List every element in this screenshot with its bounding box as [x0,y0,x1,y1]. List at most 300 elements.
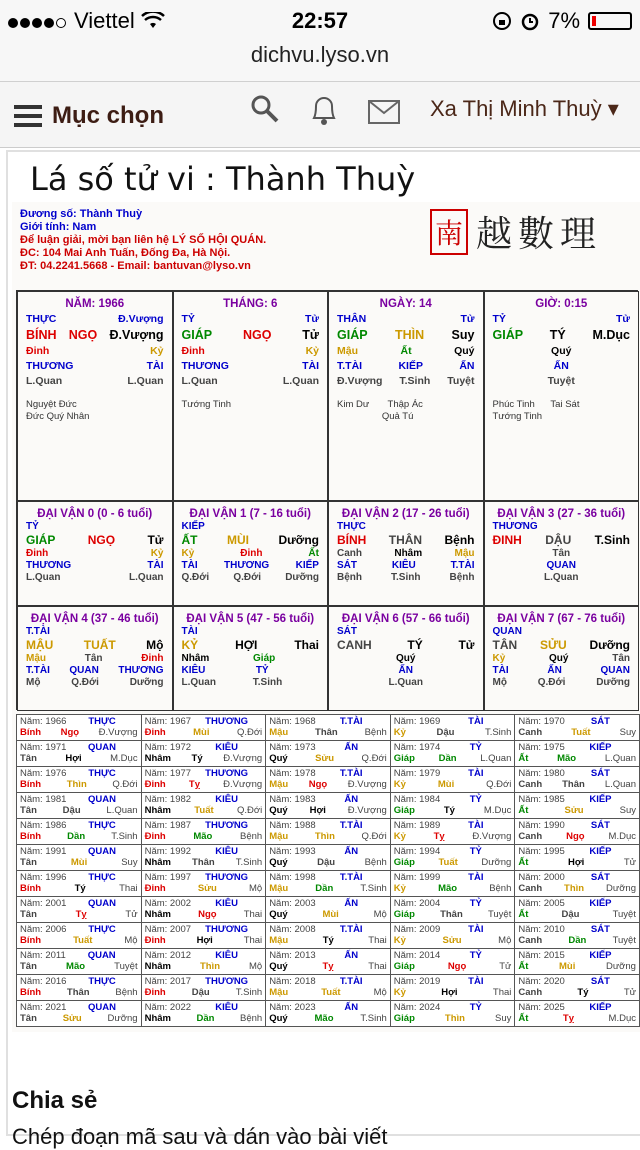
battery-icon [588,12,632,30]
cell-value: Quý [549,653,569,664]
year-label: Năm: 1994 [393,846,441,857]
year-cell [515,871,640,897]
year-phase: Tuyệt [487,909,512,920]
dai-van-title: ĐẠI VẬN 1 (7 - 16 tuổi) [189,508,311,520]
cell-value: Mậu [454,548,475,559]
year-cell [141,741,266,767]
year-stem: Quý [269,805,288,816]
cell-value: T.Sinh [252,677,283,688]
year-label: Năm: 2013 [269,950,316,961]
year-cell [390,949,515,975]
year-cell [515,975,640,1001]
url-bar[interactable]: dichvu.lyso.vn [0,42,640,82]
year-stem: Kỷ [393,779,406,790]
year-cell [141,715,266,741]
cell-value: Tuyệt [447,375,475,387]
cell-row [18,345,172,357]
year-label: Năm: 1998 [269,872,316,883]
cell-value: Mậu [26,653,46,664]
year-label: Năm: 1985 [518,794,565,805]
year-cell [266,871,391,897]
cell-row [485,572,639,583]
table-row [17,949,640,975]
year-phase: T.Sinh [360,883,387,894]
year-stem: Đinh [144,987,166,998]
year-label: Năm: 2010 [518,924,565,935]
mail-icon[interactable] [368,100,400,124]
search-icon[interactable] [250,94,280,124]
year-cell [515,741,640,767]
year-stem: Mậu [269,779,289,790]
year-stem: Bính [20,779,42,790]
year-stem: Giáp [393,961,415,972]
year-phase: Dưỡng [605,883,636,894]
cell-value: ẤN [459,360,475,372]
cell-value: Đinh [240,548,263,559]
cell-value: Đinh [181,345,205,357]
year-god: TÀI [468,768,484,779]
cell-value: THƯƠNG [118,665,164,676]
year-phase: Dưỡng [107,1013,138,1024]
year-branch: Thìn [66,779,87,790]
year-label: Năm: 2015 [518,950,565,961]
year-cell [266,897,391,923]
year-god: ẤN [344,742,359,753]
year-phase: L.Quan [604,753,636,764]
year-label: Năm: 1993 [269,846,316,857]
horoscope-chart [12,202,640,1032]
year-label: Năm: 1972 [144,742,192,753]
year-cell [390,767,515,793]
dai-van-cell [173,606,329,711]
year-god: ẤN [344,898,359,909]
year-phase: T.Sinh [111,831,138,842]
year-phase: Thai [119,883,138,894]
table-row [17,871,640,897]
year-phase: Q.Đới [236,727,263,738]
cell-value: Kỷ [181,548,195,559]
year-branch: Tỵ [433,831,445,842]
year-branch: Tý [74,883,86,894]
year-phase: Tuyệt [114,961,138,972]
year-branch: Sửu [564,805,584,816]
cell-value: Mộ [492,677,507,688]
year-label: Năm: 1987 [144,820,192,831]
year-label: Năm: 2006 [20,924,67,935]
year-branch: Tỵ [75,909,87,920]
year-label: Năm: 1977 [144,768,192,779]
year-branch: Mão [314,1013,334,1024]
cell-value: TÀI [492,665,509,676]
year-label: Năm: 2022 [144,1002,192,1013]
year-branch: Mão [193,831,213,842]
year-stem: Đinh [144,779,166,790]
year-stem: Quý [269,961,288,972]
year-phase: Mộ [498,935,512,946]
year-branch: Tỵ [322,961,334,972]
dai-van-cell [328,501,484,606]
year-phase: L.Quan [604,779,636,790]
year-label: Năm: 1991 [20,846,67,857]
year-label: Năm: 1971 [20,742,67,753]
cell-row [174,533,328,547]
cell-value: BÍNH [337,533,367,547]
year-branch: Mão [438,883,458,894]
year-phase: Mộ [124,935,138,946]
year-label: Năm: 1969 [393,716,441,727]
year-god: T.TÀI [339,768,363,779]
year-stem: Nhâm [144,805,171,816]
year-phase: Mộ [248,883,263,894]
year-god: KIÊU [215,742,238,753]
cell-value: Mộ [146,638,164,652]
year-branch: Mùi [193,727,210,738]
share-instructions: Chép đoạn mã sau và dán vào bài viết [12,1124,388,1149]
cell-row [485,665,639,676]
cell-value: NGỌ [242,328,272,342]
year-phase: Suy [619,727,636,738]
year-stem: Tân [20,857,37,868]
year-phase: Dưỡng [481,857,512,868]
year-stem: Mậu [269,727,289,738]
year-god: THƯƠNG [205,976,249,987]
year-phase: Thai [368,935,387,946]
cell-row [174,375,328,387]
cell-value: KIÊU [181,665,206,676]
year-label: Năm: 2005 [518,898,565,909]
year-cell [141,949,266,975]
year-cell [17,923,142,949]
dai-van-title: ĐẠI VẬN 4 (37 - 46 tuổi) [30,613,159,625]
year-phase: Mộ [248,961,263,972]
year-branch: Hợi [65,753,82,764]
year-god: THỰC [88,924,116,935]
year-cell [17,975,142,1001]
cell-row [18,533,172,547]
cell-value: Thai [294,638,319,652]
year-phase: Thai [243,909,263,920]
year-god: SÁT [590,976,610,987]
year-stem: Mậu [269,987,289,998]
year-cell [266,1001,391,1027]
year-god: TÀI [468,716,484,727]
year-label: Năm: 1973 [269,742,316,753]
cell-value: ẤN [398,665,413,676]
year-label: Năm: 1995 [518,846,565,857]
rotation-lock-icon [492,11,512,31]
cell-value: Bệnh [449,572,475,583]
cell-value: L.Quan [181,677,216,688]
yearly-luck-table [16,714,640,1027]
cell-value: THƯƠNG [26,560,72,571]
year-god: TÀI [468,820,484,831]
year-god: T.TÀI [339,716,363,727]
year-cell [17,1001,142,1027]
year-stem: Quý [269,857,288,868]
cell-row [18,548,172,559]
year-branch: Sửu [62,1013,82,1024]
year-cell [390,819,515,845]
year-stem: Nhâm [144,857,171,868]
cell-value: L.Quan [282,375,319,387]
year-stem: Kỷ [393,935,406,946]
pillar-stars: Phúc Tinh Tai Sát Tướng Tinh [492,399,580,422]
cell-row [174,572,328,583]
year-label: Năm: 1976 [20,768,67,779]
year-god: TÀI [468,872,484,883]
dai-van-god: SÁT [337,626,357,637]
year-branch: Thìn [444,1013,465,1024]
year-phase: Bệnh [364,857,387,868]
year-stem: Ất [518,805,529,816]
cell-value: BÍNH [26,328,57,342]
cell-value: Đ.Vượng [118,313,164,325]
year-cell [266,741,391,767]
year-stem: Đinh [144,883,166,894]
cell-value: TÀI [147,560,164,571]
cell-value: GIÁP [492,328,524,342]
year-branch: Tuất [321,987,341,998]
year-label: Năm: 2007 [144,924,192,935]
pillar-title: GIỜ: 0:15 [535,298,588,310]
year-branch: Thân [315,727,338,738]
year-god: T.TÀI [339,872,363,883]
share-heading: Chia sẻ [12,1087,98,1114]
year-god: T.TÀI [339,976,363,987]
cell-row [174,653,328,664]
cell-value: KIẾP [295,560,319,571]
table-row [17,1001,640,1027]
year-stem: Tân [20,961,37,972]
year-branch: Thìn [314,831,335,842]
year-god: SÁT [590,872,610,883]
cell-value: Nhâm [181,653,210,664]
year-phase: Tử [499,961,512,972]
table-row [17,897,640,923]
year-god: THƯƠNG [205,924,249,935]
cell-value: Mộ [26,677,41,688]
year-stem: Bính [20,935,42,946]
year-cell [17,871,142,897]
year-cell [390,793,515,819]
user-menu[interactable]: Xa Thị Minh Thuỳ ▾ [430,96,619,121]
year-god: ẤN [344,794,359,805]
dai-van-god: KIẾP [181,521,205,532]
year-label: Năm: 2025 [518,1002,565,1013]
year-branch: Dậu [436,727,455,738]
cell-value: SỬU [540,638,567,652]
year-phase: T.Sinh [235,987,263,998]
year-branch: Mùi [559,961,576,972]
cell-value: SÁT [337,560,357,571]
cell-value: KIÊU [391,560,416,571]
year-phase: T.Sinh [235,857,263,868]
year-branch: Ngọ [60,727,80,738]
table-row [17,767,640,793]
year-phase: Đ.Vượng [347,805,387,816]
year-god: SÁT [590,716,610,727]
year-label: Năm: 1990 [518,820,565,831]
year-branch: Tý [577,987,589,998]
year-phase: Dưỡng [605,961,636,972]
year-cell [141,845,266,871]
cell-row [485,328,639,342]
year-stem: Tân [20,1013,37,1024]
cell-value: Dưỡng [278,533,319,547]
year-god: QUAN [87,950,116,961]
year-cell [17,793,142,819]
year-branch: Dần [67,831,86,842]
year-cell [390,871,515,897]
cell-value: Dưỡng [589,638,630,652]
year-god: THƯƠNG [205,872,249,883]
cell-value: Tử [302,328,319,342]
year-branch: Thìn [199,961,221,972]
year-stem: Bính [20,727,42,738]
pillar-title: NGÀY: 14 [379,298,432,310]
year-god: THƯƠNG [205,820,249,831]
year-branch: Mùi [437,779,455,790]
year-phase: Q.Đới [236,805,263,816]
year-branch: Sửu [442,935,462,946]
year-stem: Giáp [393,909,415,920]
year-label: Năm: 1970 [518,716,565,727]
year-stem: Canh [518,935,543,946]
year-branch: Tý [443,805,455,816]
year-branch: Dậu [561,909,580,920]
brand-logo [430,206,602,257]
year-stem: Ất [518,909,529,920]
menu-button[interactable] [14,100,164,132]
year-god: TỶ [469,950,482,961]
cell-row [485,548,639,559]
year-label: Năm: 2008 [269,924,316,935]
year-label: Năm: 1979 [393,768,441,779]
cell-value: Dưỡng [129,677,164,688]
year-phase: Thai [243,935,263,946]
year-cell [17,845,142,871]
year-phase: T.Sinh [360,1013,387,1024]
cell-value: M.Dục [592,328,630,342]
year-stem: Mậu [269,935,289,946]
cell-value: L.Quan [544,572,579,583]
cell-row [329,653,483,664]
year-god: QUAN [88,898,117,909]
dai-van-title: ĐẠI VẬN 0 (0 - 6 tuổi) [37,508,153,520]
dai-van-title: ĐẠI VẬN 3 (27 - 36 tuổi) [497,508,626,520]
year-stem: Bính [20,831,42,842]
year-phase: Đ.Vượng [98,727,138,738]
year-stem: Canh [518,831,543,842]
year-branch: Mão [557,753,577,764]
cell-value: Đinh [141,653,164,664]
year-stem: Ất [518,961,529,972]
year-stem: Kỷ [393,883,406,894]
dai-van-cell [328,606,484,711]
cell-value: T.Sinh [399,375,431,387]
bell-icon[interactable] [310,94,338,126]
dai-van-title: ĐẠI VẬN 7 (67 - 76 tuổi) [497,613,626,625]
cell-value: Tử [460,313,475,325]
year-god: KIẾP [589,898,612,909]
year-phase: Tuyệt [612,909,636,920]
year-branch: Tuất [73,935,93,946]
year-phase: M.Dục [110,753,138,764]
cell-row [174,548,328,559]
cell-value: Tân [552,548,571,559]
year-branch: Dậu [317,857,336,868]
year-god: THỰC [88,820,116,831]
year-cell [266,715,391,741]
cell-value: ẤN [547,665,562,676]
year-branch: Mùi [322,909,339,920]
owner-gender: Giới tính: Nam [20,221,97,233]
cell-row [18,572,172,583]
cell-row [174,345,328,357]
year-god: QUAN [88,846,117,857]
year-cell [141,897,266,923]
cell-row [174,677,328,688]
owner-name: Đương số: Thành Thuỳ [20,208,143,220]
cell-value: Quý [396,653,416,664]
year-branch: Tỵ [562,1013,575,1024]
dai-van-god: QUAN [492,626,522,637]
cell-value: Giáp [253,653,276,664]
year-god: TỶ [469,1002,482,1013]
year-cell [515,897,640,923]
cell-row [485,638,639,652]
cell-value: KIẾP [398,360,423,372]
cell-row [174,560,328,571]
cell-value: Kỷ [150,345,164,357]
year-phase: Suy [495,1013,512,1024]
year-branch: Thân [440,909,463,920]
year-label: Năm: 2004 [393,898,441,909]
cell-row [329,677,483,688]
year-branch: Thân [66,987,90,998]
year-stem: Canh [518,779,543,790]
cell-value: T.TÀI [450,560,475,571]
year-label: Năm: 1996 [20,872,67,883]
table-row [17,819,640,845]
year-stem: Nhâm [144,753,171,764]
year-god: KIẾP [589,950,612,961]
pillar-cell [173,291,329,501]
year-stem: Kỷ [393,727,406,738]
cell-row [18,360,172,372]
dai-van-title: ĐẠI VẬN 2 (17 - 26 tuổi) [341,508,470,520]
year-branch: Dần [196,1013,215,1024]
cell-value: Q.Đới [537,677,566,688]
year-label: Năm: 2002 [144,898,192,909]
year-branch: Dậu [62,805,81,816]
year-stem: Giáp [393,805,415,816]
cell-value: Tân [612,653,630,664]
year-label: Năm: 1989 [393,820,441,831]
cell-value: TỶ [492,313,506,325]
year-stem: Giáp [393,1013,415,1024]
year-label: Năm: 1981 [20,794,67,805]
year-god: TỶ [469,898,482,909]
year-branch: Ngọ [566,831,585,842]
cell-value: Q.Đới [71,677,99,688]
year-phase: L.Quan [106,805,138,816]
address-line: ĐC: 104 Mai Anh Tuấn, Đống Đa, Hà Nội. [20,247,231,259]
year-branch: Tý [191,753,203,764]
cell-row [174,665,328,676]
cell-row [329,328,483,342]
cell-value: DẬU [545,533,572,547]
